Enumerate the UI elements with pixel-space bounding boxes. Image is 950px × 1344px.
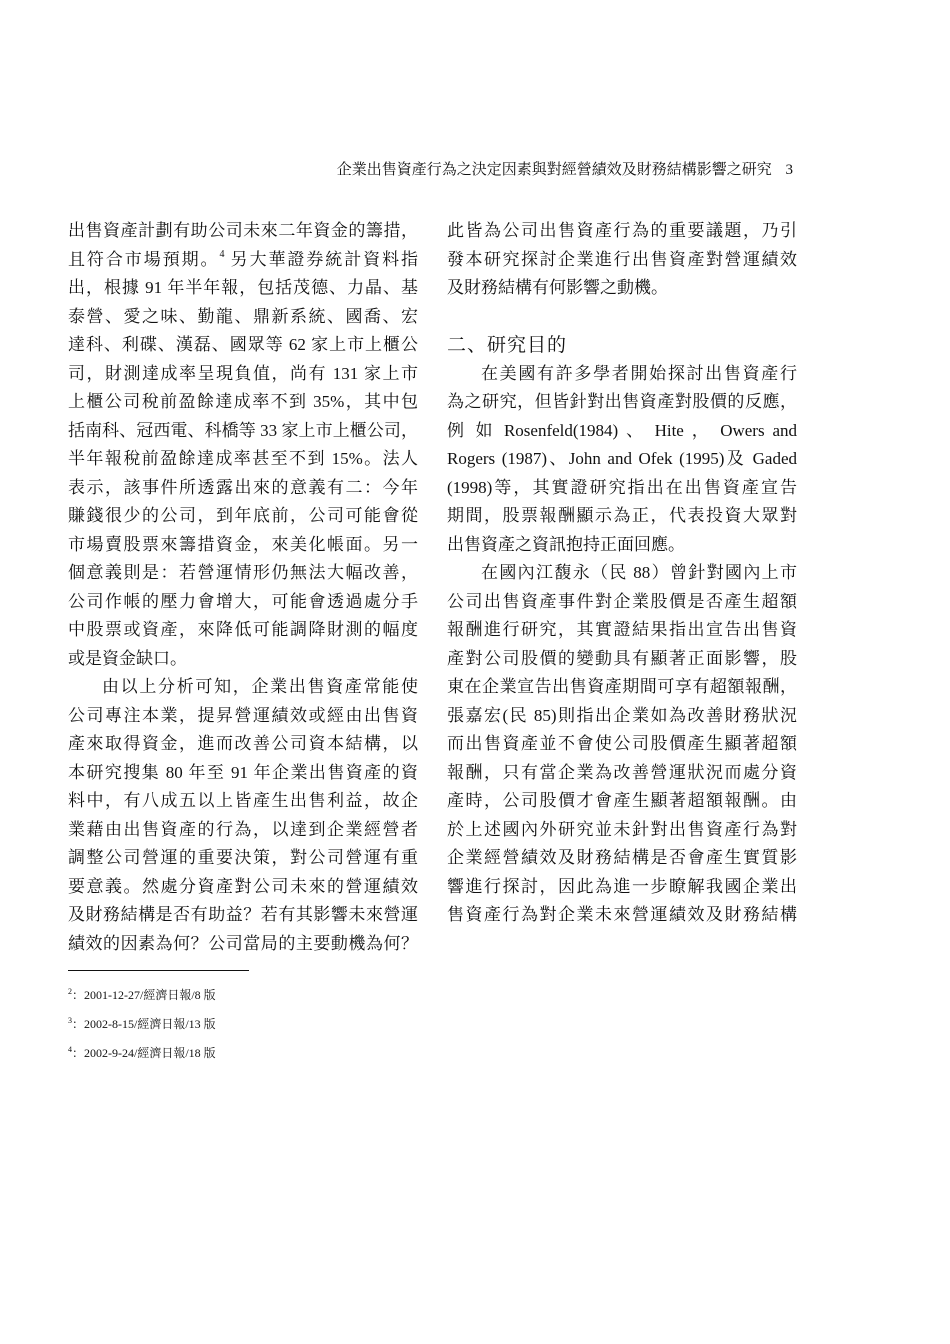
text-line: 及財務結構是否有助益？若有其影響未來營運 bbox=[68, 905, 418, 924]
text-line: 本研究搜集 80 年至 91 年企業出售資產的資 bbox=[68, 762, 418, 782]
text-line: 為之研究，但皆針對出售資產對股價的反應， bbox=[447, 392, 797, 411]
running-header bbox=[337, 158, 793, 179]
text-line: 產時，公司股價才會產生顯著超額報酬。由 bbox=[447, 791, 797, 810]
text-line: 期間，股票報酬顯示為正，代表投資大眾對 bbox=[447, 506, 797, 525]
text-line: 泰營、愛之味、勤龍、鼎新系統、國喬、宏 bbox=[68, 306, 418, 326]
footnote-number: 4 bbox=[68, 1045, 72, 1054]
text-line: 出售資產之資訊抱持正面回應。 bbox=[447, 534, 685, 554]
text-line: 出售資產計劃有助公司未來二年資金的籌措， bbox=[68, 221, 418, 240]
text-line: 業藉由出售資產的行為，以達到企業經營者 bbox=[68, 819, 418, 839]
text-line: 公司出售資產事件對企業股價是否產生超額 bbox=[447, 591, 797, 611]
footnote bbox=[68, 1015, 216, 1044]
text-line: 張嘉宏(民 85)則指出企業如為改善財務狀況 bbox=[447, 705, 797, 725]
section-heading: 二、研究目的 bbox=[447, 334, 568, 356]
text-line: 司，財測達成率呈現負值，尚有 131 家上市 bbox=[68, 363, 418, 383]
text-line: 企業經營績效及財務結構是否會產生實質影 bbox=[447, 848, 797, 867]
page-number: 3 bbox=[785, 162, 793, 178]
text-line: 公司專注本業，提昇營運績效或經由出售資 bbox=[68, 705, 418, 725]
text-line: 發本研究探討企業進行出售資產對營運績效 bbox=[447, 249, 797, 269]
text-line: 賺錢很少的公司，到年底前，公司可能會從 bbox=[68, 506, 418, 525]
text-line: 售資產行為對企業未來營運績效及財務結構 bbox=[447, 905, 797, 924]
text-line: 表示，該事件所透露出來的意義有二：今年 bbox=[68, 477, 418, 497]
text-line: 響進行探討，因此為進一步瞭解我國企業出 bbox=[447, 876, 797, 896]
text-line: 半年報稅前盈餘達成率甚至不到 15%。法人 bbox=[68, 449, 418, 468]
text-line: 個意義則是：若營運情形仍無法大幅改善， bbox=[68, 563, 418, 582]
text-line: 及財務結構有何影響之動機。 bbox=[447, 278, 668, 297]
text-line: 產來取得資金，進而改善公司資本結構，以 bbox=[68, 734, 418, 753]
text-line: 由以上分析可知，企業出售資產常能使 bbox=[102, 677, 418, 696]
footnotes bbox=[68, 986, 216, 1073]
footnote-ref: 4 bbox=[219, 248, 225, 260]
footnote-rule bbox=[68, 970, 249, 971]
left-column bbox=[68, 217, 418, 958]
text-line: (1998)等，其實證研究指出在出售資產宣告 bbox=[447, 477, 797, 497]
text-line: 要意義。然處分資產對公司未來的營運績效 bbox=[68, 876, 418, 896]
text-line: Rogers (1987)、John and Ofek (1995)及 Gaded bbox=[447, 449, 797, 468]
text-line: 上櫃公司稅前盈餘達成率不到 35%，其中包 bbox=[68, 392, 418, 411]
footnote-text: ：2001-12-27/經濟日報/8 版 bbox=[72, 988, 216, 1002]
running-title: 企業出售資產行為之決定因素與對經營績效及財務結構影響之研究 bbox=[336, 162, 772, 178]
text-line: 且符合市場預期。$^4$ 另大華證券統計資料指 bbox=[68, 248, 419, 269]
text-line: 出，根據 91 年半年報，包括茂德、力晶、基 bbox=[68, 278, 418, 297]
right-column-intro bbox=[447, 217, 797, 303]
text-line: 或是資金缺口。 bbox=[68, 648, 187, 668]
text-line: 括南科、冠西電、科橋等 33 家上市上櫃公司， bbox=[68, 420, 418, 440]
footnote-text: ：2002-9-24/經濟日報/18 版 bbox=[72, 1046, 216, 1060]
text-line: 調整公司營運的重要決策，對公司營運有重 bbox=[68, 848, 418, 867]
text-line: 在美國有許多學者開始探討出售資產行 bbox=[481, 363, 797, 383]
text-line: 績效的因素為何？公司當局的主要動機為何？ bbox=[68, 933, 418, 953]
text-line: 東在企業宣告出售資產期間可享有超額報酬， bbox=[447, 677, 797, 696]
footnote bbox=[68, 1044, 216, 1073]
text-line: 而出售資產並不會使公司股價產生顯著超額 bbox=[447, 734, 797, 753]
text-line: 達科、利碟、漢磊、國眾等 62 家上市上櫃公 bbox=[68, 335, 418, 354]
text-line: 報酬進行研究，其實證結果指出宣告出售資 bbox=[447, 620, 797, 639]
right-column-body bbox=[447, 360, 797, 930]
text-line: 例 如 Rosenfeld(1984) 、 Hite ， Owers and bbox=[447, 420, 797, 440]
footnote-number: 3 bbox=[68, 1016, 72, 1025]
text-line: 在國內江馥永（民 88）曾針對國內上市 bbox=[481, 563, 797, 582]
footnote-number: 2 bbox=[68, 987, 72, 996]
text-line: 於上述國內外研究並未針對出售資產行為對 bbox=[447, 819, 797, 839]
text-line: 產對公司股價的變動具有顯著正面影響，股 bbox=[447, 648, 797, 668]
footnote-text: ：2002-8-15/經濟日報/13 版 bbox=[72, 1017, 216, 1031]
footnote bbox=[68, 986, 216, 1015]
text-line: 市場賣股票來籌措資金，來美化帳面。另一 bbox=[68, 534, 418, 554]
text-line: 此皆為公司出售資產行為的重要議題，乃引 bbox=[447, 221, 797, 240]
text-line: 報酬，只有當企業為改善營運狀況而處分資 bbox=[447, 762, 797, 782]
right-column bbox=[447, 217, 797, 930]
text-line: 公司作帳的壓力會增大，可能會透過處分手 bbox=[68, 591, 418, 611]
text-line: 中股票或資產，來降低可能調降財測的幅度 bbox=[68, 620, 418, 639]
text-line: 料中，有八成五以上皆產生出售利益，故企 bbox=[68, 791, 418, 810]
